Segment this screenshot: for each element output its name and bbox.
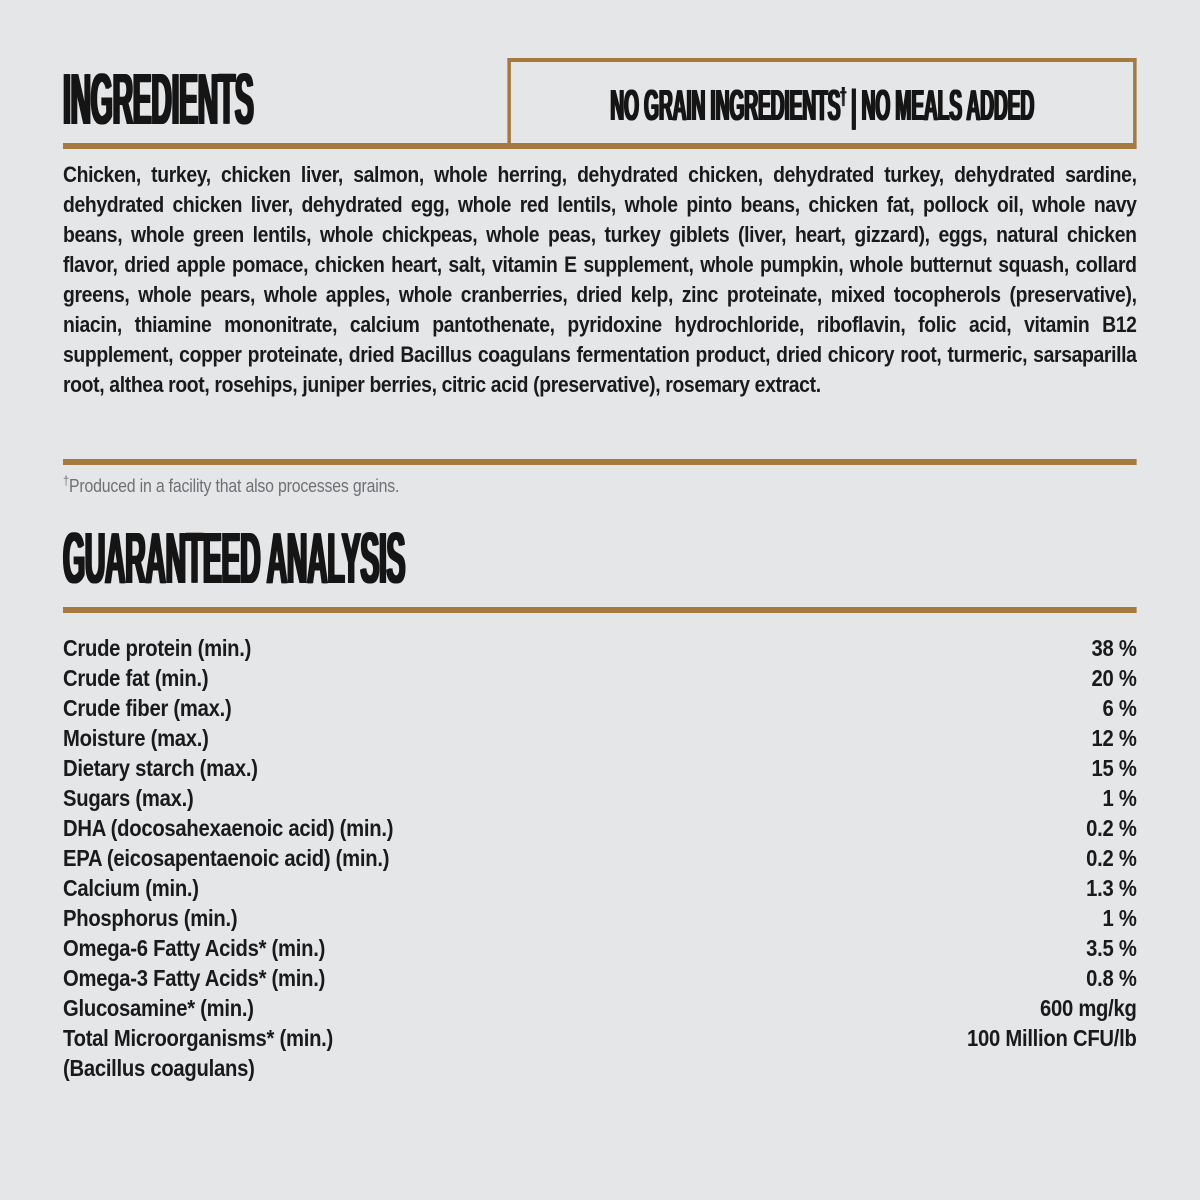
analysis-value: 100 Million CFU/lb [967, 1025, 1137, 1051]
analysis-row-total-microorganisms [63, 1023, 1137, 1053]
analysis-value: 0.8 % [1086, 965, 1137, 991]
analysis-label: Calcium (min.) [63, 875, 199, 901]
analysis-label: Sugars (max.) [63, 785, 194, 811]
analysis-row-calcium [63, 873, 1137, 903]
analysis-label: Crude fat (min.) [63, 665, 209, 691]
analysis-label: EPA (eicosapentaenoic acid) (min.) [63, 845, 390, 871]
badge-main-text: NO GRAIN INGREDIENTS [610, 80, 841, 130]
footnote-dagger-symbol: † [63, 474, 69, 488]
analysis-row-bacillus-coagulans [63, 1053, 1137, 1083]
analysis-value: 38 % [1091, 635, 1137, 661]
analysis-row-crude-fat [63, 663, 1137, 693]
analysis-label: Crude fiber (max.) [63, 695, 232, 721]
analysis-value: 20 % [1091, 665, 1137, 691]
ingredients-title-text: INGREDIENTS [63, 60, 254, 140]
analysis-row-dietary-starch [63, 753, 1137, 783]
no-grain-badge [507, 58, 1136, 143]
analysis-row-dha [63, 813, 1137, 843]
analysis-label: Phosphorus (min.) [63, 905, 238, 931]
analysis-value: 6 % [1102, 695, 1137, 721]
guaranteed-analysis-title-text: GUARANTEED ANALYSIS [63, 519, 406, 599]
footnote-divider-rule [63, 459, 1137, 465]
analysis-row-moisture [63, 723, 1137, 753]
analysis-row-crude-protein [63, 633, 1137, 663]
analysis-label: Moisture (max.) [63, 725, 209, 751]
analysis-label: Crude protein (min.) [63, 635, 252, 661]
analysis-row-phosphorus [63, 903, 1137, 933]
analysis-row-sugars [63, 783, 1137, 813]
analysis-label: (Bacillus coagulans) [63, 1055, 255, 1081]
ingredients-title-rule [63, 143, 1137, 149]
grain-facility-footnote [63, 470, 399, 497]
guaranteed-analysis-title [63, 519, 823, 599]
analysis-label: Glucosamine* (min.) [63, 995, 254, 1021]
analysis-row-omega3 [63, 963, 1137, 993]
analysis-value: 3.5 % [1086, 935, 1137, 961]
analysis-row-crude-fiber [63, 693, 1137, 723]
guaranteed-analysis-rule [63, 607, 1137, 613]
no-grain-badge-text [610, 81, 1034, 131]
analysis-value: 1.3 % [1086, 875, 1137, 901]
ingredients-list-text: Chicken, turkey, chicken liver, salmon, whole herring, dehydrated chicken, dehydrated turkey, dehydrated sardine, dehydrated chicken liver, dehydrated egg, whole red lentils, whole pinto beans, chicken fat, pollock oil, whole navy beans, whole green lentils, whole chickpeas, whole peas, turkey giblets (liver, heart, gizzard), eggs, natural chicken flavor, dried apple pomace, chicken heart, salt, vitamin E supplement, whole pumpkin, whole butternut squash, collard greens, whole pears, whole apples, whole cranberries, dried kelp, zinc proteinate, mixed tocopherols (preservative), niacin, thiamine mononitrate, calcium pantothenate, pyridoxine hydrochloride, riboflavin, folic acid, vitamin B12 supplement, copper proteinate, dried Bacillus coagulans fermentation product, dried chicory root, turmeric, sarsaparilla root, althea root, rosehips, juniper berries, citric acid (preservative), rosemary extract. [63, 162, 1137, 397]
analysis-value: 12 % [1091, 725, 1137, 751]
analysis-value: 600 mg/kg [1039, 995, 1137, 1021]
analysis-value: 1 % [1102, 785, 1137, 811]
label-content [63, 0, 1137, 1200]
badge-rest-text: | NO MEALS ADDED [845, 80, 1034, 130]
analysis-label: Dietary starch (max.) [63, 755, 258, 781]
footnote-text: Produced in a facility that also processes grains. [68, 476, 400, 496]
analysis-row-glucosamine [63, 993, 1137, 1023]
analysis-row-omega6 [63, 933, 1137, 963]
analysis-label: Omega-3 Fatty Acids* (min.) [63, 965, 326, 991]
dagger-symbol: † [840, 82, 846, 110]
analysis-value: 0.2 % [1086, 845, 1137, 871]
guaranteed-analysis-table [63, 633, 1137, 1083]
analysis-label: Omega-6 Fatty Acids* (min.) [63, 935, 326, 961]
analysis-label: DHA (docosahexaenoic acid) (min.) [63, 815, 394, 841]
analysis-row-epa [63, 843, 1137, 873]
analysis-label: Total Microorganisms* (min.) [63, 1025, 334, 1051]
ingredients-title [63, 60, 486, 140]
analysis-value: 15 % [1091, 755, 1137, 781]
analysis-value: 0.2 % [1086, 815, 1137, 841]
analysis-value: 1 % [1102, 905, 1137, 931]
